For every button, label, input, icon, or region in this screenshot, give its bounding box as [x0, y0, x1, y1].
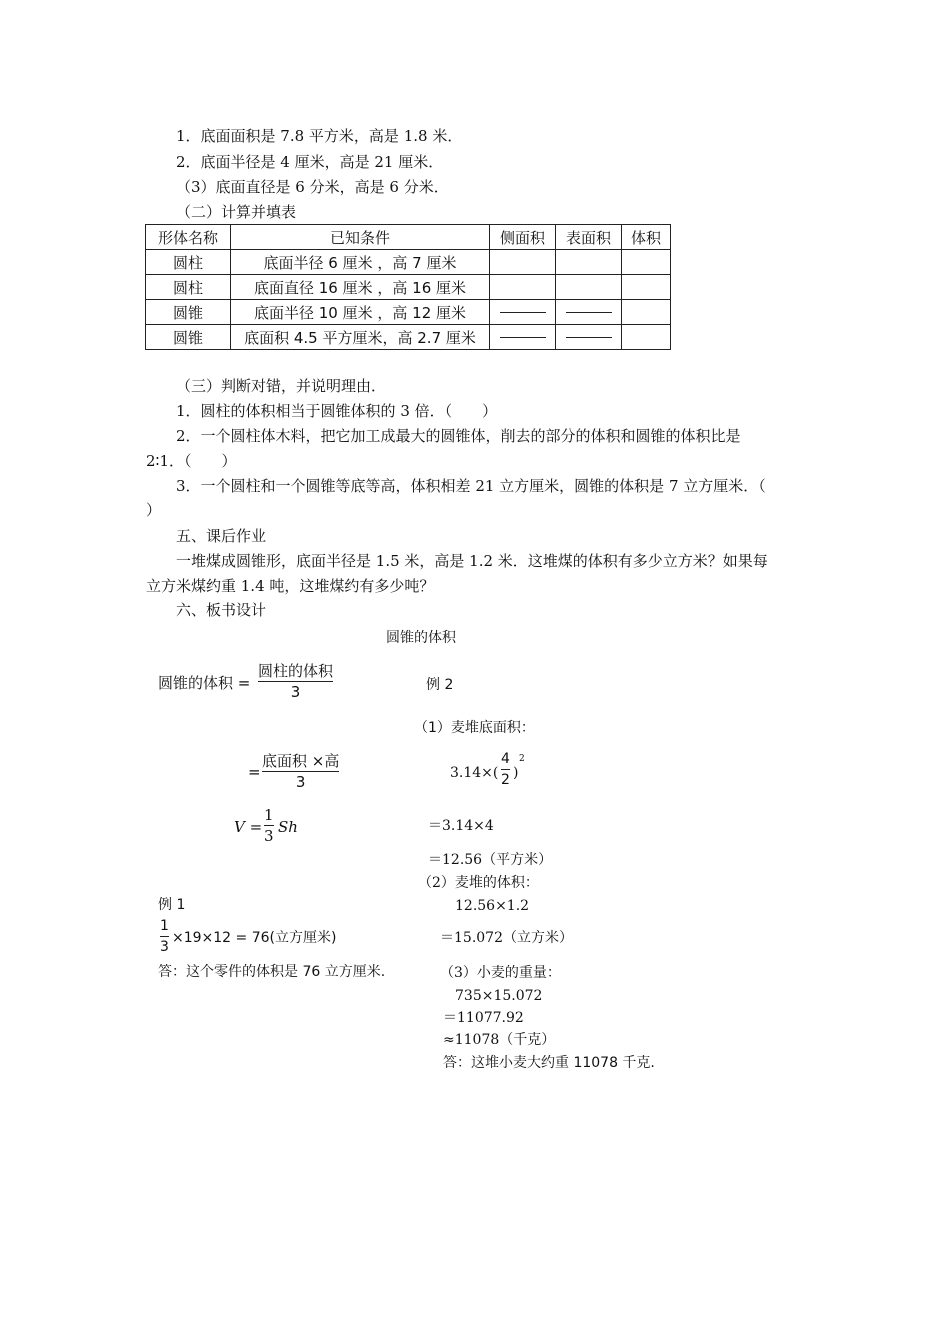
- fraction-bar: [501, 769, 510, 770]
- shape-cell: 圆锥: [146, 325, 231, 350]
- step1-line3: ＝12.56（平方米）: [428, 852, 553, 868]
- condition-cell: 底面半径 6 厘米 ，高 7 厘米: [231, 250, 490, 275]
- formula3-left: V =: [234, 818, 263, 836]
- formula3-denominator: 3: [264, 827, 274, 845]
- lateral-cell-na: [490, 300, 556, 325]
- volume-cell[interactable]: [622, 325, 671, 350]
- homework-line1: 一堆煤成圆锥形，底面半径是 1.5 米，高是 1.2 米．这堆煤的体积有多少立方米？如果每: [176, 552, 768, 570]
- item-2: 2．底面半径是 4 厘米，高是 21 厘米．: [176, 153, 444, 171]
- formula1-denominator: 3: [290, 683, 301, 701]
- step3-title: （3）小麦的重量：: [440, 965, 561, 981]
- board-title: 六、板书设计: [176, 601, 267, 619]
- condition-cell: 底面半径 10 厘米 ，高 12 厘米: [231, 300, 490, 325]
- table-row: [146, 250, 671, 275]
- formula3-numerator: 1: [264, 806, 274, 824]
- example-1-denominator: 3: [160, 939, 169, 955]
- surface-cell[interactable]: [556, 275, 622, 300]
- step1-expr-a: 3.14×(: [450, 765, 499, 781]
- formula1-numerator: 圆柱的体积: [258, 662, 334, 680]
- formula3-right: Sh: [278, 818, 298, 836]
- header-volume: 体积: [622, 225, 671, 250]
- step3-line2: ＝11077.92: [443, 1010, 524, 1026]
- formula2-numerator: 底面积 ×高: [262, 752, 340, 770]
- example-1-answer: 答：这个零件的体积是 76 立方厘米.: [158, 964, 386, 980]
- fraction-bar: [258, 681, 333, 682]
- example-1-numerator: 1: [160, 918, 169, 934]
- surface-cell-na: [556, 325, 622, 350]
- table-row: [146, 325, 671, 350]
- fraction-bar: [160, 936, 169, 937]
- formula1-left: 圆锥的体积 =: [158, 674, 251, 692]
- step3-answer: 答：这堆小麦大约重 11078 千克.: [443, 1055, 655, 1071]
- step2-line2: ＝15.072（立方米）: [440, 930, 573, 946]
- section-2-title: （二）计算并填表: [176, 203, 297, 221]
- homework-title: 五、课后作业: [176, 527, 267, 545]
- dash-line: [566, 337, 612, 338]
- dash-line: [566, 312, 612, 313]
- lateral-cell-na: [490, 325, 556, 350]
- condition-cell: 底面直径 16 厘米 ，高 16 厘米: [231, 275, 490, 300]
- shape-cell: 圆锥: [146, 300, 231, 325]
- item-1: 1．底面面积是 7.8 平方米，高是 1.8 米．: [176, 127, 463, 145]
- judge-q2-line2: 2∶1．（ ）: [146, 452, 237, 470]
- lateral-cell[interactable]: [490, 275, 556, 300]
- step1-exponent: 2: [519, 754, 525, 764]
- table-header-row: [146, 225, 671, 250]
- board-heading: 圆锥的体积: [386, 630, 456, 646]
- step1-fraction: [501, 750, 510, 789]
- fraction-bar: [264, 825, 274, 826]
- formula2-denominator: 3: [295, 773, 306, 791]
- header-condition: 已知条件: [231, 225, 490, 250]
- step1-line2: ＝3.14×4: [428, 818, 494, 834]
- dash-line: [500, 312, 546, 313]
- volume-cell[interactable]: [622, 250, 671, 275]
- header-shape: 形体名称: [146, 225, 231, 250]
- judge-q3-line1: 3．一个圆柱和一个圆锥等底等高，体积相差 21 立方厘米，圆锥的体积是 7 立方厘米．（: [176, 477, 766, 495]
- formula1-fraction: [258, 662, 333, 701]
- step2-line1: 12.56×1.2: [455, 898, 530, 914]
- surface-cell[interactable]: [556, 250, 622, 275]
- example-1-expression: ×19×12 = 76(立方厘米): [172, 930, 337, 946]
- homework-line2: 立方米煤约重 1.4 吨，这堆煤约有多少吨？: [146, 577, 435, 595]
- table-row: [146, 275, 671, 300]
- step3-line1: 735×15.072: [455, 988, 543, 1004]
- table-row: [146, 300, 671, 325]
- item-3: （3）底面直径是 6 分米，高是 6 分米．: [176, 178, 449, 196]
- lateral-cell[interactable]: [490, 250, 556, 275]
- formula2-equals: =: [248, 763, 261, 781]
- fraction-bar: [262, 771, 339, 772]
- section-3-title: （三）判断对错，并说明理由．: [176, 377, 387, 395]
- condition-cell: 底面积 4.5 平方厘米，高 2.7 厘米: [231, 325, 490, 350]
- formula3-fraction: [264, 806, 274, 845]
- volume-cell[interactable]: [622, 300, 671, 325]
- judge-q3-line2: ）: [146, 501, 162, 519]
- step1-expr-b: ): [513, 765, 519, 781]
- example-1-fraction: [160, 917, 169, 956]
- step1-title: （1）麦堆底面积：: [414, 720, 535, 736]
- step3-line3: ≈11078（千克）: [443, 1032, 556, 1048]
- judge-q2-line1: 2．一个圆柱体木料，把它加工成最大的圆锥体，削去的部分的体积和圆锥的体积比是: [176, 427, 741, 445]
- shape-cell: 圆柱: [146, 275, 231, 300]
- volume-cell[interactable]: [622, 275, 671, 300]
- header-lateral-area: 侧面积: [490, 225, 556, 250]
- example-2-label: 例 2: [426, 677, 454, 693]
- calc-table: [145, 224, 671, 350]
- dash-line: [500, 337, 546, 338]
- step2-title: （2）麦堆的体积：: [418, 875, 539, 891]
- header-surface-area: 表面积: [556, 225, 622, 250]
- step1-frac-denominator: 2: [501, 772, 510, 788]
- surface-cell-na: [556, 300, 622, 325]
- formula2-fraction: [262, 752, 339, 791]
- shape-cell: 圆柱: [146, 250, 231, 275]
- example-1-label: 例 1: [158, 897, 186, 913]
- judge-q1: 1．圆柱的体积相当于圆锥体积的 3 倍．（ ）: [176, 402, 498, 420]
- step1-frac-numerator: 4: [501, 751, 510, 767]
